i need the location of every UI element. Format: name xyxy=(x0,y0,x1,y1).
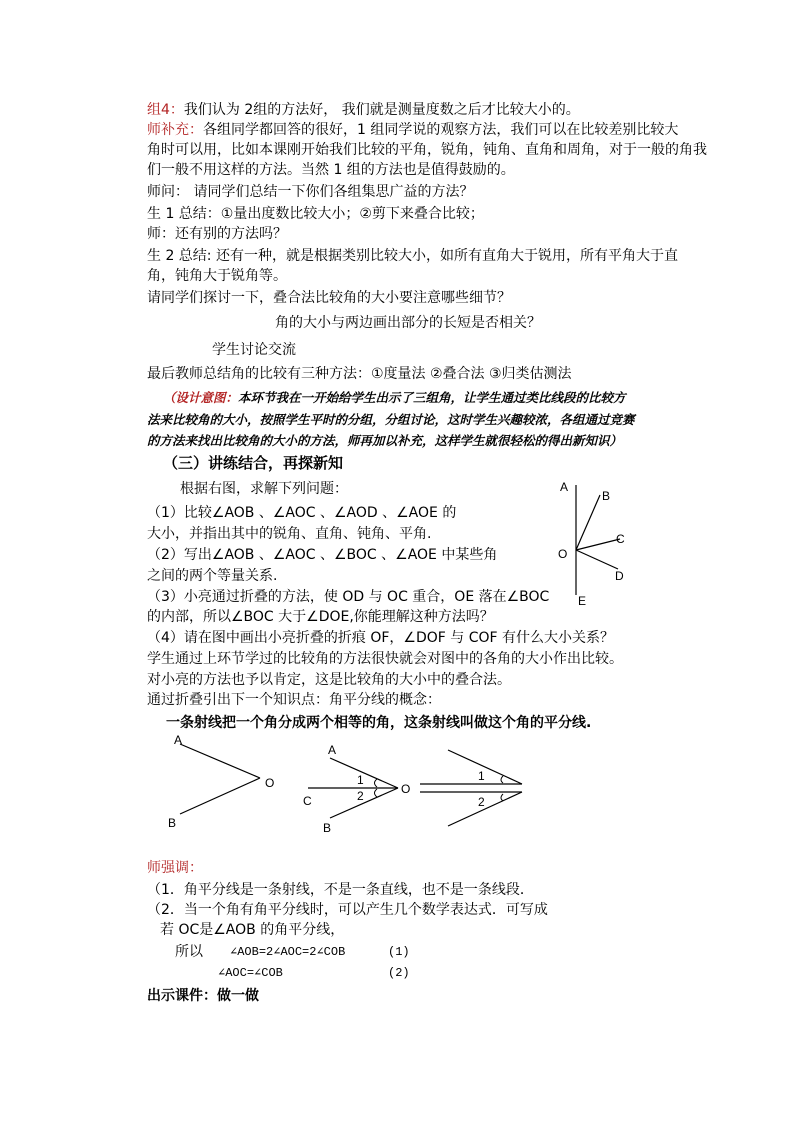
para-group4 xyxy=(147,100,580,120)
question-2b: 之间的两个等量关系. xyxy=(147,568,278,584)
f3-label-1: 1 xyxy=(478,769,485,783)
figure-angle-with-bisector xyxy=(303,743,410,835)
student-response: 对小亮的方法也予以肯定，这是比较角的大小中的叠合法。 xyxy=(147,672,511,688)
bisector-figures xyxy=(160,732,540,838)
emphasis-point-1: （1．角平分线是一条射线，不是一条直线，也不是一条线段． xyxy=(147,882,534,898)
para-text: 各组同学都回答的很好，1 组同学说的观察方法，我们可以在比较差别比较大 xyxy=(203,122,679,138)
para-teacher: 师：还有别的方法吗？ xyxy=(147,226,287,242)
f2-label-2: 2 xyxy=(357,789,364,803)
question-3a: （3）小亮通过折叠的方法，使 OD 与 OC 重合，OE 落在∠BOC xyxy=(147,589,550,605)
para-line: 角时可以用，比如本课刚开始我们比较的平角，锐角，钝角、直角和周角，对于一般的角我 xyxy=(147,142,707,158)
para-summary: 最后教师总结角的比较有三种方法：①度量法 ②叠合法 ③归类估测法 xyxy=(147,366,572,382)
para-teacher-add xyxy=(147,120,678,140)
figure-folded-angle xyxy=(420,750,522,826)
design-note-line: （设计意图：本环节我在一开始给学生出示了三组角，让学生通过类比线段的比较方 xyxy=(163,390,626,405)
para-question-center: 角的大小与两边画出部分的长短是否相关？ xyxy=(275,315,541,331)
question-1a: （1）比较∠AOB 、∠AOC 、∠AOD 、∠AOE 的 xyxy=(147,505,457,521)
f2-label-B: B xyxy=(323,821,332,835)
label-B: B xyxy=(602,489,611,503)
para-text: 我们认为 2组的方法好， 我们就是测量度数之后才比较大小的。 xyxy=(183,102,580,118)
formula-1-number: (1) xyxy=(388,945,410,959)
ray-OD xyxy=(576,550,618,569)
f1-label-O: O xyxy=(265,776,275,790)
section-heading: （三）讲练结合，再探新知 xyxy=(163,454,344,472)
bisector-definition: 一条射线把一个角分成两个相等的角，这条射线叫做这个角的平分线. xyxy=(166,715,592,731)
label-C: C xyxy=(616,532,625,546)
question-1b: 大小，并指出其中的锐角、直角、钝角、平角. xyxy=(147,526,432,542)
para-line: 们一般不用这样的方法。当然 1 组的方法也是值得鼓励的。 xyxy=(147,162,515,178)
f2-label-C: C xyxy=(303,794,312,808)
para-teacher-ask: 师问： 请同学们总结一下你们各组集思广益的方法？ xyxy=(147,184,474,200)
label-D: D xyxy=(615,569,624,583)
f2-label-A: A xyxy=(328,743,337,757)
emphasis-point-2: （2．当一个角有角平分线时，可以产生几个数学表达式．可写成 xyxy=(147,902,548,918)
formula-2: ∠AOC=∠COB xyxy=(218,966,283,980)
ray-OC xyxy=(576,539,620,550)
para-discussion: 学生讨论交流 xyxy=(212,342,296,358)
para-student2: 生 2 总结: 还有一种，就是根据类别比较大小，如所有直角大于锐用，所有平角大于直 xyxy=(147,248,678,264)
para-student1: 生 1 总结：①量出度数比较大小；②剪下来叠合比较； xyxy=(147,206,484,222)
figure-angle-AOB xyxy=(168,733,274,830)
f1-label-B: B xyxy=(168,816,177,830)
student-response: 学生通过上环节学过的比较角的方法很快就会对图中的各角的大小作出比较。 xyxy=(147,651,623,667)
f1-label-A: A xyxy=(174,733,183,747)
speaker-label: 师补充： xyxy=(147,122,203,138)
fold-intro: 通过折叠引出下一个知识点：角平分线的概念： xyxy=(147,692,441,708)
angle-rays-figure xyxy=(550,475,640,610)
emphasis-condition: 若 OC是∠AOB 的角平分线， xyxy=(160,922,345,938)
section-intro: 根据右图，求解下列问题： xyxy=(180,481,348,497)
para-line: 角，钝角大于锐角等。 xyxy=(147,268,287,284)
para-question: 请同学们探讨一下，叠合法比较角的大小要注意哪些细节？ xyxy=(147,290,511,306)
formula-2-number: (2) xyxy=(388,966,410,980)
label-A: A xyxy=(560,480,569,494)
label-O: O xyxy=(558,547,568,561)
formula-prefix: 所以 xyxy=(175,944,203,960)
speaker-label: 组4： xyxy=(147,102,184,118)
formula-1: ∠AOB=2∠AOC=2∠COB xyxy=(230,945,346,959)
emphasis-label: 师强调： xyxy=(147,860,203,876)
question-2a: （2）写出∠AOB 、∠AOC 、∠BOC 、∠AOE 中某些角 xyxy=(147,547,498,563)
label-E: E xyxy=(578,594,587,608)
question-3b: 的内部，所以∠BOC 大于∠DOE,你能理解这种方法吗？ xyxy=(147,609,494,625)
f2-label-1: 1 xyxy=(357,773,364,787)
f2-label-O: O xyxy=(401,782,411,796)
design-note-line: 的方法来找出比较角的大小的方法，师再加以补充，这样学生就很轻松的得出新知识） xyxy=(147,433,623,448)
question-4: （4）请在图中画出小亮折叠的折痕 OF，∠DOF 与 COF 有什么大小关系？ xyxy=(147,630,615,646)
design-note-line: 法来比较角的大小，按照学生平时的分组，分组讨论，这时学生兴趣较浓，各组通过竞赛 xyxy=(147,412,635,427)
ray-OB xyxy=(576,495,600,550)
design-note-label: （设计意图： xyxy=(163,390,239,405)
courseware-label: 出示课件：做一做 xyxy=(147,988,259,1004)
f3-label-2: 2 xyxy=(478,795,485,809)
